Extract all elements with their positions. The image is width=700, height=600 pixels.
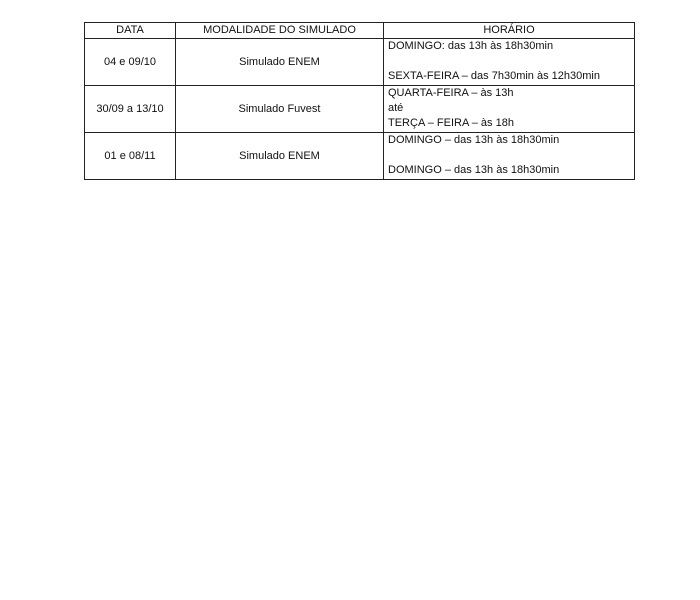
header-time: HORÁRIO [384,23,635,39]
table-row [85,39,635,86]
table-row [85,133,635,180]
time-line: QUARTA-FEIRA – às 13h [388,87,514,99]
cell-modality: Simulado ENEM [176,39,384,86]
table-header-row [85,23,635,39]
time-line: DOMINGO – das 13h às 18h30min [388,134,560,146]
cell-time [384,133,635,180]
time-line: DOMINGO: das 13h às 18h30min [388,40,554,52]
cell-modality: Simulado Fuvest [176,86,384,133]
schedule-table [84,22,635,180]
cell-modality: Simulado ENEM [176,133,384,180]
cell-date: 30/09 a 13/10 [85,86,176,133]
cell-date: 01 e 08/11 [85,133,176,180]
time-line: DOMINGO – das 13h às 18h30min [388,164,560,176]
cell-time [384,39,635,86]
time-line: TERÇA – FEIRA – às 18h [388,117,514,129]
cell-time [384,86,635,133]
header-modality: MODALIDADE DO SIMULADO [176,23,384,39]
header-date: DATA [85,23,176,39]
time-line: até [388,102,404,114]
time-line: SEXTA-FEIRA – das 7h30min às 12h30min [388,70,600,82]
cell-date: 04 e 09/10 [85,39,176,86]
table-row [85,86,635,133]
